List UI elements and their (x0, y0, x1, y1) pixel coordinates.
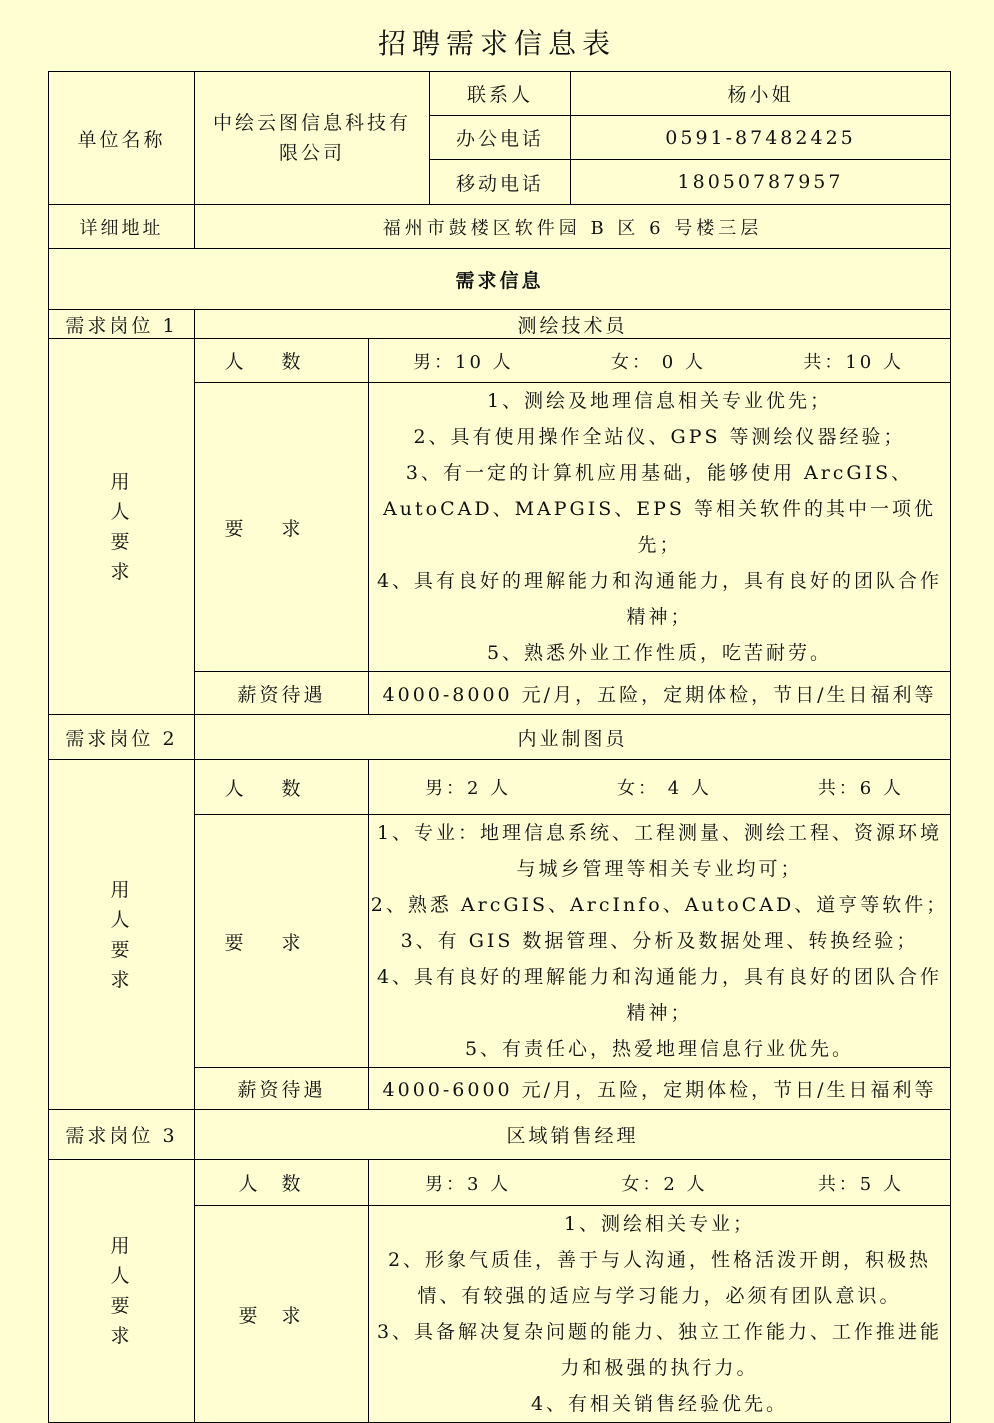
male-count: 男：10 人 (413, 351, 514, 373)
recruitment-table (48, 71, 951, 1423)
position-label: 需求岗位 1 (49, 310, 195, 339)
requirements-list (369, 383, 951, 672)
female-count: 女： 4 人 (617, 778, 712, 799)
headcount-label: 人数 (195, 339, 369, 383)
headcount-label: 人数 (195, 760, 369, 815)
requirements-label: 要求 (195, 383, 369, 672)
office-phone-value: 0591-87482425 (571, 116, 951, 160)
requirement-item: 3、有一定的计算机应用基础，能够使用 ArcGIS、AutoCAD、MAPGIS、EPS 等相关软件的其中一项优先； (383, 462, 936, 556)
requirement-item: 2、熟悉 ArcGIS、ArcInfo、AutoCAD、道亨等软件； (370, 894, 949, 916)
position-label: 需求岗位 2 (49, 715, 195, 760)
position-title: 测绘技术员 (195, 310, 951, 339)
headcount-row (369, 1160, 951, 1206)
office-phone-label: 办公电话 (430, 116, 571, 160)
salary-label: 薪资待遇 (195, 1068, 369, 1110)
position-label: 需求岗位 3 (49, 1110, 195, 1160)
requirement-item: 4、具有良好的理解能力和沟通能力，具有良好的团队合作精神； (376, 570, 943, 628)
total-count: 共：6 人 (817, 778, 904, 799)
contact-label: 联系人 (430, 72, 571, 116)
position-title: 内业制图员 (195, 715, 951, 760)
total-count: 共：10 人 (803, 351, 904, 373)
requirement-item: 2、具有使用操作全站仪、GPS 等测绘仪器经验； (413, 426, 906, 448)
salary-value: 4000-6000 元/月，五险，定期体检，节日/生日福利等 (369, 1068, 951, 1110)
female-count: 女： 0 人 (611, 351, 706, 373)
mobile-label: 移动电话 (430, 160, 571, 205)
requirement-item: 5、熟悉外业工作性质，吃苦耐劳。 (486, 642, 833, 664)
male-count: 男：3 人 (425, 1173, 512, 1195)
male-count: 男：2 人 (425, 778, 512, 799)
position-title: 区域销售经理 (195, 1110, 951, 1160)
headcount-row (369, 760, 951, 815)
contact-value: 杨小姐 (571, 72, 951, 116)
requirement-item: 5、有责任心，热爱地理信息行业优先。 (464, 1038, 855, 1060)
requirement-item: 2、形象气质佳，善于与人沟通，性格活泼开朗，积极热情、有较强的适应与学习能力，必须有团队意识。 (387, 1249, 932, 1307)
requirement-item: 3、具备解决复杂问题的能力、独立工作能力、工作推进能力和极强的执行力。 (376, 1321, 943, 1379)
page-title: 招聘需求信息表 (377, 27, 616, 60)
mobile-value: 18050787957 (571, 160, 951, 205)
requirements-vertical-label: 用 人 要 求 (49, 1160, 195, 1423)
requirements-vertical-label: 用 人 要 求 (49, 339, 195, 715)
headcount-label: 人数 (195, 1160, 369, 1206)
requirement-item: 1、测绘及地理信息相关专业优先； (486, 390, 833, 412)
requirement-item: 4、有相关销售经验优先。 (530, 1393, 789, 1415)
female-count: 女：2 人 (621, 1173, 708, 1195)
address-label: 详细地址 (49, 205, 195, 249)
company-name: 中绘云图信息科技有限公司 (195, 72, 430, 205)
requirements-label: 要求 (195, 815, 369, 1068)
requirement-item: 3、有 GIS 数据管理、分析及数据处理、转换经验； (400, 930, 919, 952)
requirements-list (369, 815, 951, 1068)
requirement-item: 1、测绘相关专业； (563, 1213, 756, 1235)
requirements-label: 要求 (195, 1206, 369, 1423)
company-name-label: 单位名称 (49, 72, 195, 205)
salary-value: 4000-8000 元/月，五险，定期体检，节日/生日福利等 (369, 672, 951, 715)
requirement-item: 4、具有良好的理解能力和沟通能力，具有良好的团队合作精神； (376, 966, 943, 1024)
address-value: 福州市鼓楼区软件园 B 区 6 号楼三层 (195, 205, 951, 249)
requirements-list (369, 1206, 951, 1423)
requirement-item: 1、专业：地理信息系统、工程测量、测绘工程、资源环境与城乡管理等相关专业均可； (376, 822, 943, 880)
section-title: 需求信息 (49, 249, 951, 310)
total-count: 共：5 人 (817, 1173, 904, 1195)
requirements-vertical-label: 用 人 要 求 (49, 760, 195, 1110)
salary-label: 薪资待遇 (195, 672, 369, 715)
headcount-row (369, 339, 951, 383)
